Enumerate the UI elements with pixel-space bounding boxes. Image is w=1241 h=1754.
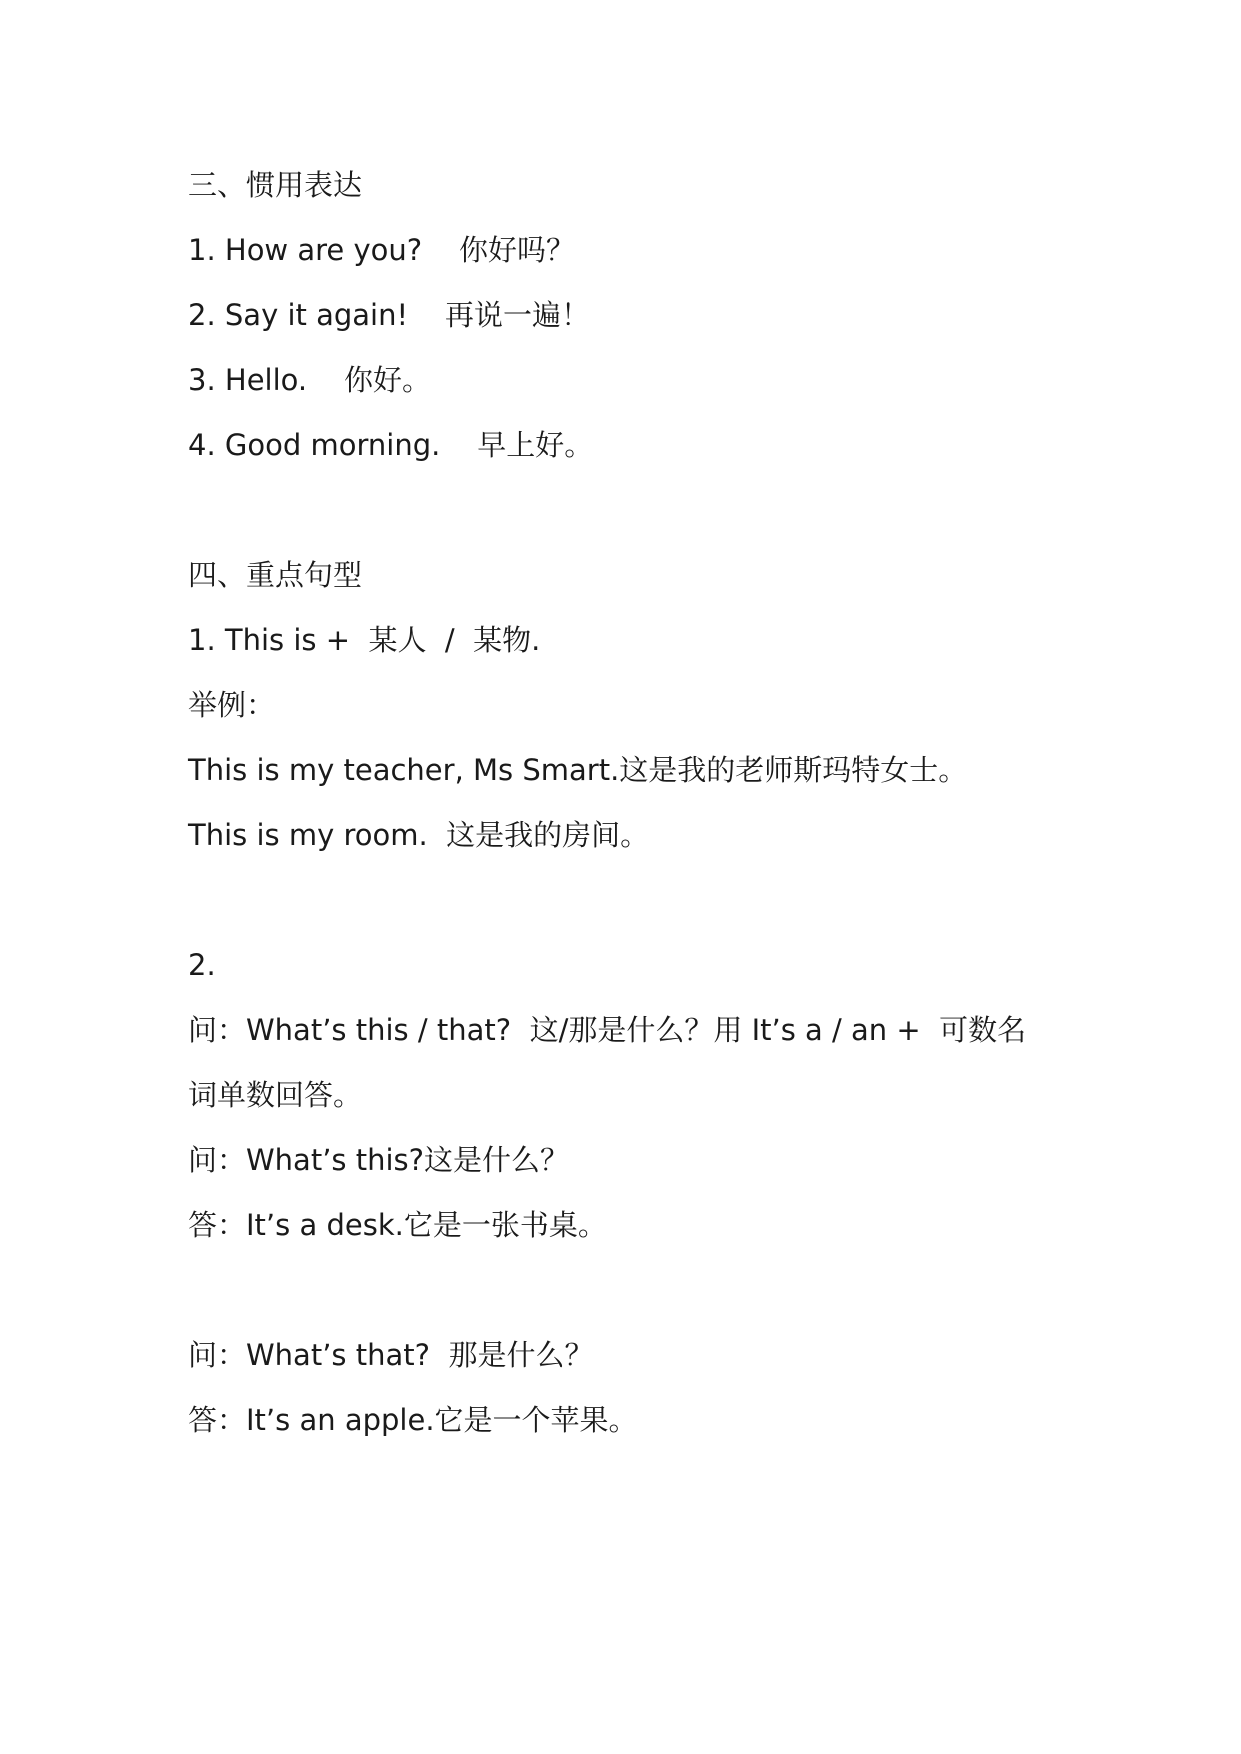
dialogue-1-question: 问：What’s this?这是什么？ bbox=[188, 1143, 570, 1177]
idiom-item-2: 2. Say it again! 再说一遍！ bbox=[188, 298, 590, 332]
pattern-2-line-1: 问：What’s this / that? 这/那是什么？用 It’s a / an + 可数名 bbox=[188, 1013, 1027, 1047]
pattern-2-line-2: 词单数回答。 bbox=[188, 1078, 363, 1112]
pattern-1: 1. This is + 某人 / 某物. bbox=[188, 623, 541, 657]
idiom-item-1: 1. How are you? 你好吗？ bbox=[188, 233, 576, 267]
dialogue-1-answer: 答：It’s a desk.它是一张书桌。 bbox=[188, 1208, 607, 1242]
dialogue-2-answer: 答：It’s an apple.它是一个苹果。 bbox=[188, 1403, 638, 1437]
dialogue-2-question: 问：What’s that? 那是什么？ bbox=[188, 1338, 594, 1372]
example-label: 举例： bbox=[188, 688, 276, 722]
idiom-item-4: 4. Good morning. 早上好。 bbox=[188, 428, 594, 462]
example-sentence-1: This is my teacher, Ms Smart.这是我的老师斯玛特女士。 bbox=[188, 753, 968, 787]
section-heading-idioms: 三、惯用表达 bbox=[188, 168, 363, 202]
pattern-2-number: 2. bbox=[188, 948, 216, 982]
idiom-item-3: 3. Hello. 你好。 bbox=[188, 363, 431, 397]
example-sentence-2: This is my room. 这是我的房间。 bbox=[188, 818, 650, 852]
section-heading-key-patterns: 四、重点句型 bbox=[188, 558, 363, 592]
